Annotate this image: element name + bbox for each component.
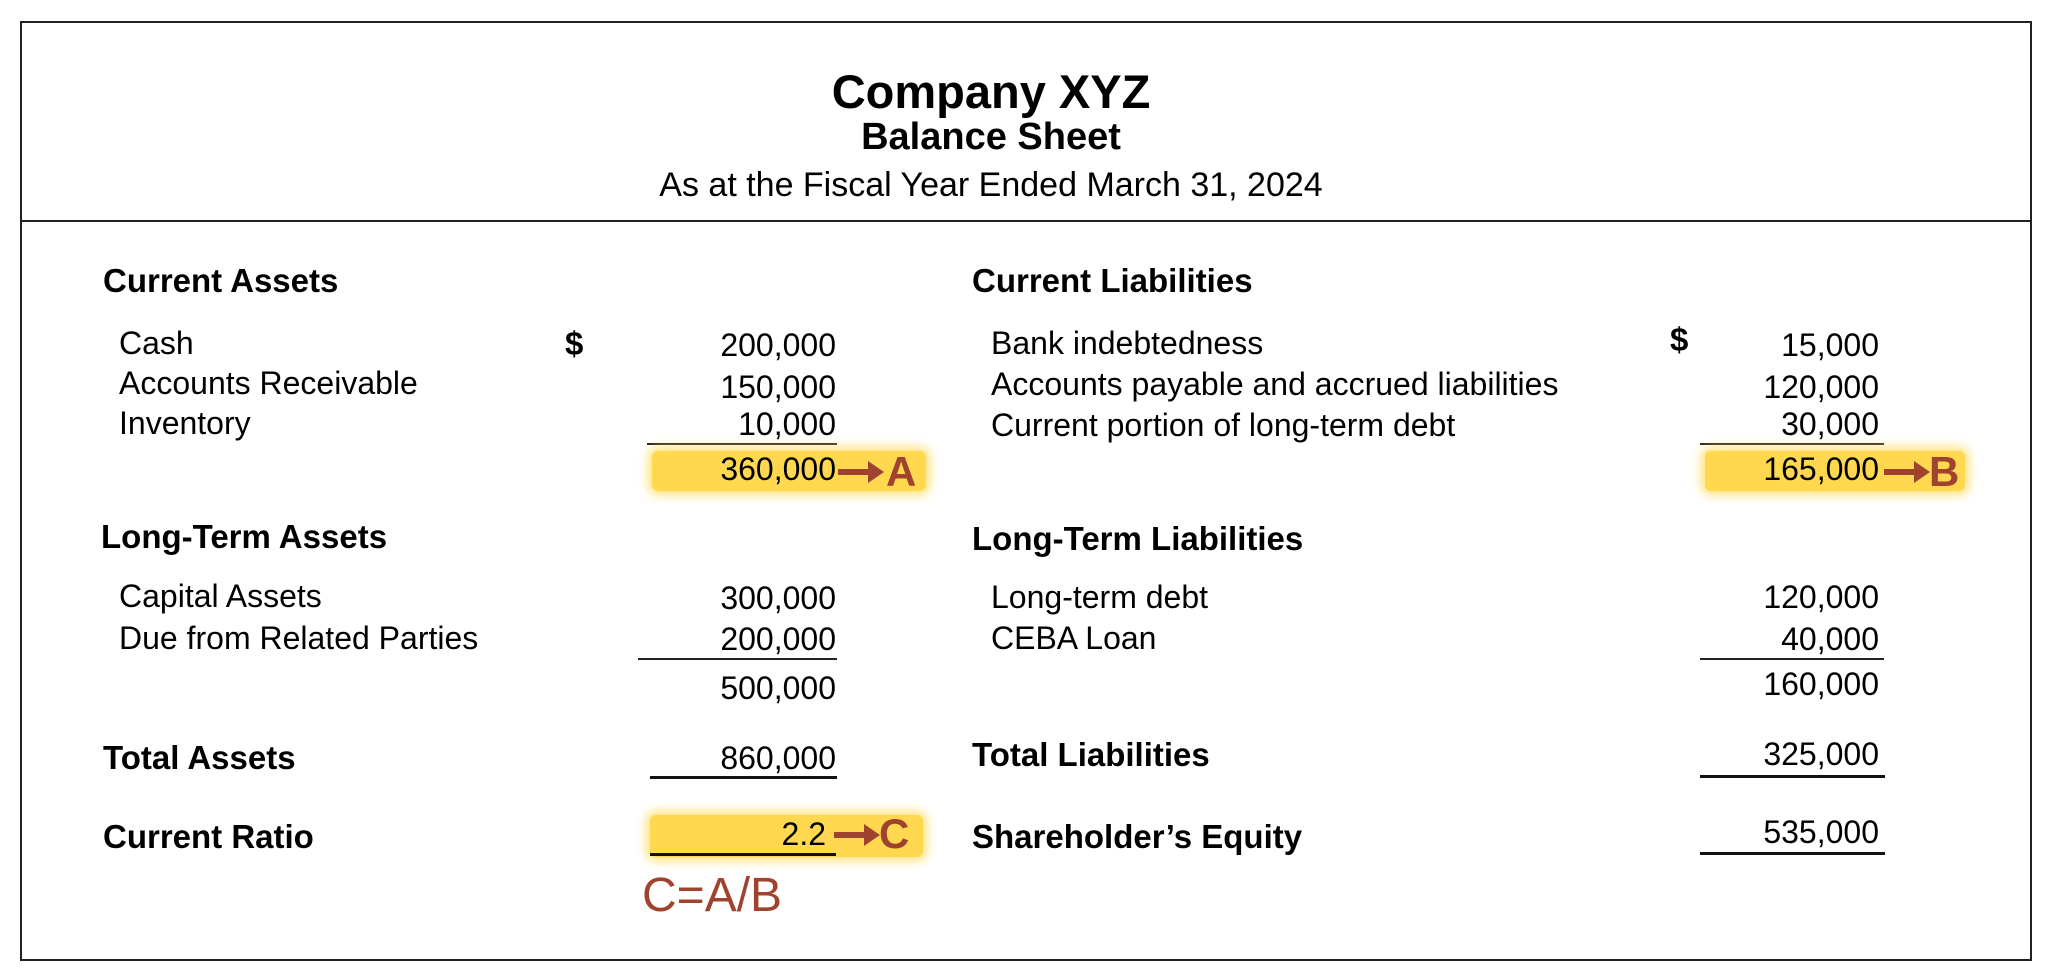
current-assets-subtotal: 360,000: [720, 451, 836, 487]
arrow-a-icon: [838, 458, 888, 486]
total-liabilities-value: 325,000: [1763, 736, 1879, 772]
liability-label-current-debt: Current portion of long-term debt: [991, 407, 1456, 443]
marker-b: B: [1929, 448, 1960, 495]
current-ratio-rule: [650, 853, 836, 856]
total-liabilities-label: Total Liabilities: [972, 736, 1210, 773]
asset-value-inventory: 10,000: [738, 406, 836, 442]
liability-value-payables: 120,000: [1763, 369, 1879, 405]
marker-a: A: [886, 448, 917, 495]
current-liabilities-rule: [1700, 443, 1884, 445]
asset-value-capital: 300,000: [720, 580, 836, 616]
liability-label-long-term-debt: Long-term debt: [991, 579, 1209, 615]
liability-value-long-term-debt: 120,000: [1763, 579, 1879, 615]
asset-value-receivable: 150,000: [720, 369, 836, 405]
liability-label-bank: Bank indebtedness: [991, 325, 1264, 361]
liability-value-ceba: 40,000: [1781, 621, 1879, 657]
shareholders-equity-label: Shareholder’s Equity: [972, 818, 1303, 855]
liability-value-current-debt: 30,000: [1781, 406, 1879, 442]
asset-label-related-parties: Due from Related Parties: [119, 620, 479, 656]
arrow-c-icon: [834, 821, 884, 849]
current-liabilities-heading: Current Liabilities: [972, 262, 1253, 299]
current-assets-rule: [647, 443, 837, 445]
current-assets-heading: Current Assets: [103, 262, 339, 299]
total-assets-label: Total Assets: [103, 739, 296, 776]
long-term-assets-heading: Long-Term Assets: [101, 518, 388, 555]
shareholders-equity-rule: [1700, 852, 1885, 855]
company-name: Company XYZ: [831, 65, 1151, 118]
ratio-formula: C=A/B: [642, 869, 783, 922]
arrow-b-icon: [1884, 458, 1934, 486]
long-term-assets-rule: [638, 658, 837, 660]
total-liabilities-rule: [1700, 775, 1885, 778]
long-term-liabilities-rule: [1700, 658, 1884, 660]
total-assets-rule: [650, 776, 837, 779]
liabilities-currency-symbol: $: [1670, 321, 1689, 358]
current-ratio-label: Current Ratio: [103, 818, 314, 855]
shareholders-equity-value: 535,000: [1763, 814, 1879, 850]
header-divider: [20, 220, 2032, 222]
liability-label-payables: Accounts payable and accrued liabilities: [991, 366, 1559, 402]
current-ratio-value: 2.2: [781, 816, 826, 852]
asset-label-cash: Cash: [119, 325, 194, 361]
marker-c: C: [879, 810, 910, 857]
long-term-liabilities-heading: Long-Term Liabilities: [972, 520, 1304, 557]
liability-label-ceba: CEBA Loan: [991, 620, 1157, 656]
statement-title: Balance Sheet: [861, 116, 1121, 158]
statement-period: As at the Fiscal Year Ended March 31, 2024: [659, 166, 1323, 204]
asset-label-receivable: Accounts Receivable: [119, 365, 418, 401]
long-term-assets-subtotal: 500,000: [720, 670, 836, 706]
current-liabilities-subtotal: 165,000: [1763, 451, 1879, 487]
asset-value-cash: 200,000: [720, 327, 836, 363]
liability-value-bank: 15,000: [1781, 327, 1879, 363]
asset-label-capital: Capital Assets: [119, 578, 322, 614]
asset-value-related-parties: 200,000: [720, 621, 836, 657]
total-assets-value: 860,000: [720, 740, 836, 776]
assets-currency-symbol: $: [565, 325, 584, 362]
asset-label-inventory: Inventory: [119, 405, 251, 441]
long-term-liabilities-subtotal: 160,000: [1763, 666, 1879, 702]
